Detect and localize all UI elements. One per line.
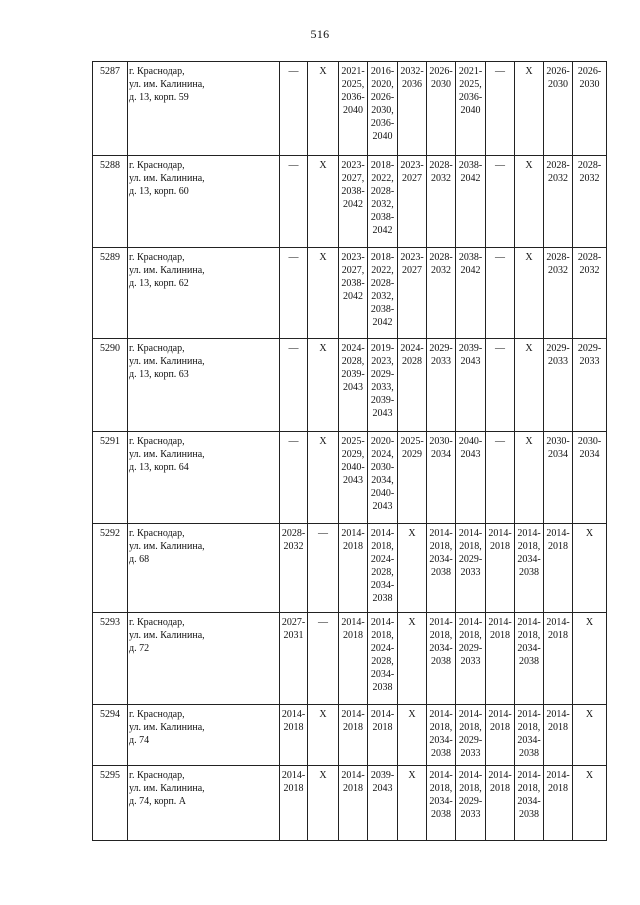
period-cell: 2014- 2018	[486, 524, 515, 613]
period-cell: —	[280, 432, 308, 524]
period-cell: X	[573, 524, 607, 613]
period-cell: 2038- 2042	[456, 248, 486, 339]
period-cell: 2014- 2018, 2034- 2038	[515, 613, 544, 705]
period-cell: X	[573, 613, 607, 705]
period-cell: 2021- 2025, 2036- 2040	[339, 62, 368, 156]
period-cell: —	[280, 339, 308, 432]
period-cell: X	[515, 248, 544, 339]
period-cell: 2039- 2043	[368, 766, 398, 841]
period-cell: 2014- 2018	[544, 766, 573, 841]
period-cell: 2014- 2018	[339, 705, 368, 766]
period-cell: 2018- 2022, 2028- 2032, 2038- 2042	[368, 156, 398, 248]
period-cell: X	[308, 339, 339, 432]
row-number: 5295	[93, 766, 128, 841]
table-row	[93, 62, 607, 156]
table-row	[93, 613, 607, 705]
period-cell: X	[573, 705, 607, 766]
period-cell: 2014- 2018, 2034- 2038	[515, 766, 544, 841]
period-cell: —	[280, 248, 308, 339]
period-cell: X	[398, 524, 427, 613]
period-cell: 2027- 2031	[280, 613, 308, 705]
address-cell: г. Краснодар, ул. им. Калинина, д. 13, корп. 62	[128, 248, 280, 339]
period-cell: —	[308, 524, 339, 613]
period-cell: 2032- 2036	[398, 62, 427, 156]
period-cell: 2028- 2032	[544, 156, 573, 248]
period-cell: X	[308, 62, 339, 156]
period-cell: 2014- 2018, 2034- 2038	[427, 613, 456, 705]
period-cell: 2014- 2018	[544, 524, 573, 613]
row-number: 5287	[93, 62, 128, 156]
period-cell: 2014- 2018, 2029- 2033	[456, 613, 486, 705]
row-number: 5290	[93, 339, 128, 432]
period-cell: 2024- 2028	[398, 339, 427, 432]
period-cell: 2030- 2034	[544, 432, 573, 524]
period-cell: 2014- 2018	[486, 766, 515, 841]
period-cell: 2023- 2027, 2038- 2042	[339, 248, 368, 339]
period-cell: 2023- 2027, 2038- 2042	[339, 156, 368, 248]
period-cell: —	[486, 62, 515, 156]
period-cell: 2014- 2018	[486, 705, 515, 766]
period-cell: 2038- 2042	[456, 156, 486, 248]
period-cell: 2014- 2018, 2024- 2028, 2034- 2038	[368, 613, 398, 705]
period-cell: 2014- 2018, 2029- 2033	[456, 524, 486, 613]
period-cell: 2020- 2024, 2030- 2034, 2040- 2043	[368, 432, 398, 524]
table-row	[93, 705, 607, 766]
period-cell: X	[515, 156, 544, 248]
period-cell: 2014- 2018, 2024- 2028, 2034- 2038	[368, 524, 398, 613]
period-cell: 2030- 2034	[427, 432, 456, 524]
period-cell: 2029- 2033	[573, 339, 607, 432]
period-cell: 2039- 2043	[456, 339, 486, 432]
row-number: 5289	[93, 248, 128, 339]
period-cell: 2028- 2032	[573, 248, 607, 339]
period-cell: 2014- 2018	[339, 766, 368, 841]
period-cell: X	[573, 766, 607, 841]
schedule-table	[92, 61, 607, 841]
period-cell: 2014- 2018, 2034- 2038	[427, 524, 456, 613]
period-cell: —	[486, 432, 515, 524]
period-cell: 2028- 2032	[544, 248, 573, 339]
address-cell: г. Краснодар, ул. им. Калинина, д. 68	[128, 524, 280, 613]
period-cell: X	[308, 766, 339, 841]
period-cell: 2019- 2023, 2029- 2033, 2039- 2043	[368, 339, 398, 432]
table-row	[93, 524, 607, 613]
period-cell: 2023- 2027	[398, 156, 427, 248]
period-cell: —	[486, 248, 515, 339]
period-cell: X	[398, 705, 427, 766]
period-cell: 2014- 2018	[280, 705, 308, 766]
period-cell: X	[308, 432, 339, 524]
period-cell: 2028- 2032	[427, 156, 456, 248]
period-cell: 2014- 2018, 2029- 2033	[456, 766, 486, 841]
period-cell: 2014- 2018, 2034- 2038	[427, 705, 456, 766]
period-cell: 2028- 2032	[573, 156, 607, 248]
period-cell: 2014- 2018	[280, 766, 308, 841]
period-cell: —	[486, 156, 515, 248]
period-cell: X	[398, 766, 427, 841]
period-cell: 2014- 2018	[339, 524, 368, 613]
period-cell: X	[308, 705, 339, 766]
period-cell: 2023- 2027	[398, 248, 427, 339]
period-cell: 2014- 2018	[486, 613, 515, 705]
page-number: 516	[310, 27, 330, 41]
period-cell: 2014- 2018, 2029- 2033	[456, 705, 486, 766]
table-row	[93, 766, 607, 841]
table-row	[93, 339, 607, 432]
row-number: 5291	[93, 432, 128, 524]
period-cell: 2014- 2018	[544, 705, 573, 766]
row-number: 5292	[93, 524, 128, 613]
period-cell: —	[308, 613, 339, 705]
address-cell: г. Краснодар, ул. им. Калинина, д. 74	[128, 705, 280, 766]
period-cell: 2029- 2033	[544, 339, 573, 432]
period-cell: 2014- 2018	[544, 613, 573, 705]
table-row	[93, 156, 607, 248]
period-cell: 2040- 2043	[456, 432, 486, 524]
period-cell: X	[515, 432, 544, 524]
period-cell: X	[515, 62, 544, 156]
address-cell: г. Краснодар, ул. им. Калинина, д. 72	[128, 613, 280, 705]
period-cell: 2014- 2018, 2034- 2038	[515, 705, 544, 766]
table-row	[93, 248, 607, 339]
period-cell: 2028- 2032	[427, 248, 456, 339]
period-cell: X	[515, 339, 544, 432]
period-cell: 2024- 2028, 2039- 2043	[339, 339, 368, 432]
period-cell: X	[398, 613, 427, 705]
address-cell: г. Краснодар, ул. им. Калинина, д. 13, корп. 60	[128, 156, 280, 248]
row-number: 5288	[93, 156, 128, 248]
period-cell: —	[280, 62, 308, 156]
period-cell: 2030- 2034	[573, 432, 607, 524]
period-cell: X	[308, 156, 339, 248]
period-cell: 2025- 2029	[398, 432, 427, 524]
period-cell: 2014- 2018	[339, 613, 368, 705]
period-cell: X	[308, 248, 339, 339]
period-cell: —	[280, 156, 308, 248]
period-cell: 2021- 2025, 2036- 2040	[456, 62, 486, 156]
address-cell: г. Краснодар, ул. им. Калинина, д. 13, корп. 59	[128, 62, 280, 156]
table-body	[93, 62, 607, 841]
period-cell: 2028- 2032	[280, 524, 308, 613]
period-cell: 2016- 2020, 2026- 2030, 2036- 2040	[368, 62, 398, 156]
period-cell: —	[486, 339, 515, 432]
period-cell: 2014- 2018, 2034- 2038	[515, 524, 544, 613]
address-cell: г. Краснодар, ул. им. Калинина, д. 74, корп. А	[128, 766, 280, 841]
address-cell: г. Краснодар, ул. им. Калинина, д. 13, корп. 63	[128, 339, 280, 432]
row-number: 5294	[93, 705, 128, 766]
address-cell: г. Краснодар, ул. им. Калинина, д. 13, корп. 64	[128, 432, 280, 524]
period-cell: 2018- 2022, 2028- 2032, 2038- 2042	[368, 248, 398, 339]
table-row	[93, 432, 607, 524]
row-number: 5293	[93, 613, 128, 705]
period-cell: 2026- 2030	[427, 62, 456, 156]
period-cell: 2025- 2029, 2040- 2043	[339, 432, 368, 524]
period-cell: 2014- 2018	[368, 705, 398, 766]
period-cell: 2029- 2033	[427, 339, 456, 432]
period-cell: 2026- 2030	[573, 62, 607, 156]
period-cell: 2026- 2030	[544, 62, 573, 156]
period-cell: 2014- 2018, 2034- 2038	[427, 766, 456, 841]
